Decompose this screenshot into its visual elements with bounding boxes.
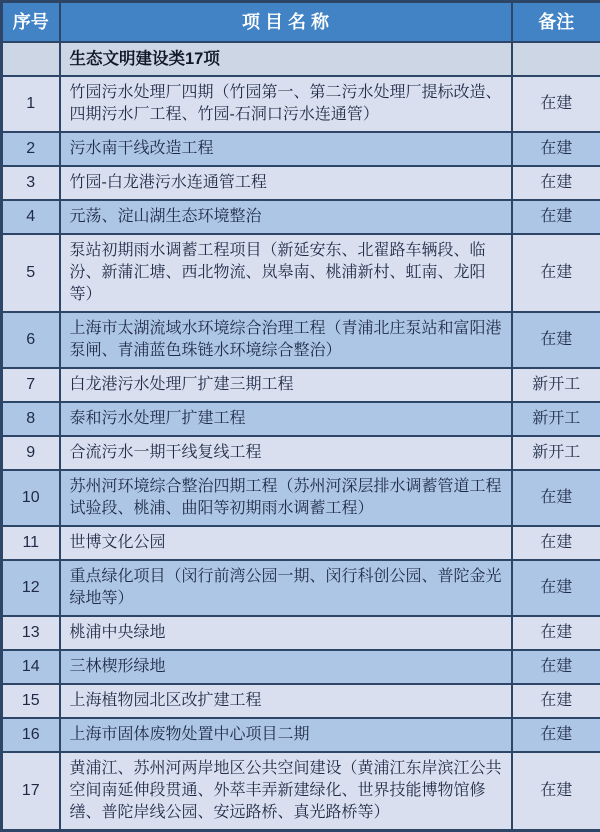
header-project-name: 项 目 名 称 [60,2,512,42]
status-remark: 新开工 [512,368,600,402]
project-name: 竹园污水处理厂四期（竹园第一、第二污水处理厂提标改造、四期污水厂工程、竹园-石洞口污水连通管） [60,76,512,132]
project-name: 三林楔形绿地 [60,650,512,684]
section-header-row [2,42,600,76]
status-remark: 在建 [512,616,600,650]
table-row [2,616,600,650]
table-body [2,42,600,831]
header-remark: 备注 [512,2,600,42]
table-row [2,718,600,752]
table-row [2,752,600,831]
row-number: 9 [2,436,60,470]
project-name: 竹园-白龙港污水连通管工程 [60,166,512,200]
status-remark: 在建 [512,234,600,312]
row-number: 13 [2,616,60,650]
row-number: 4 [2,200,60,234]
table-row [2,402,600,436]
row-number: 6 [2,312,60,368]
row-number: 2 [2,132,60,166]
status-remark: 在建 [512,200,600,234]
row-number: 12 [2,560,60,616]
table-row [2,368,600,402]
project-name: 上海植物园北区改扩建工程 [60,684,512,718]
project-name: 泰和污水处理厂扩建工程 [60,402,512,436]
project-name: 黄浦江、苏州河两岸地区公共空间建设（黄浦江东岸滨江公共空间南延伸段贯通、外萃丰弄新建绿化、世界技能博物馆修缮、普陀岸线公园、安远路桥、真光路桥等） [60,752,512,831]
row-number: 5 [2,234,60,312]
section-title: 生态文明建设类17项 [60,42,512,76]
status-remark: 在建 [512,526,600,560]
row-number: 11 [2,526,60,560]
status-remark: 在建 [512,752,600,831]
row-number: 3 [2,166,60,200]
status-remark: 在建 [512,718,600,752]
row-number: 8 [2,402,60,436]
project-name: 合流污水一期干线复线工程 [60,436,512,470]
status-remark: 新开工 [512,402,600,436]
status-remark: 在建 [512,132,600,166]
section-empty-no-cell [2,42,60,76]
table-row [2,200,600,234]
status-remark: 新开工 [512,436,600,470]
project-name: 苏州河环境综合整治四期工程（苏州河深层排水调蓄管道工程试验段、桃浦、曲阳等初期雨水调蓄工程） [60,470,512,526]
table-row [2,526,600,560]
project-name: 污水南干线改造工程 [60,132,512,166]
status-remark: 在建 [512,76,600,132]
table-row [2,166,600,200]
table-row [2,436,600,470]
table-row [2,312,600,368]
row-number: 16 [2,718,60,752]
project-name: 桃浦中央绿地 [60,616,512,650]
table-row [2,470,600,526]
status-remark: 在建 [512,650,600,684]
project-name: 世博文化公园 [60,526,512,560]
row-number: 7 [2,368,60,402]
project-name: 上海市太湖流域水环境综合治理工程（青浦北庄泵站和富阳港泵闸、青浦蓝色珠链水环境综合整治） [60,312,512,368]
row-number: 1 [2,76,60,132]
row-number: 17 [2,752,60,831]
project-name: 元荡、淀山湖生态环境整治 [60,200,512,234]
row-number: 14 [2,650,60,684]
table-header [2,2,600,42]
row-number: 15 [2,684,60,718]
project-name: 泵站初期雨水调蓄工程项目（新延安东、北翟路车辆段、临汾、新蒲汇塘、西北物流、岚皋南、桃浦新村、虹南、龙阳等） [60,234,512,312]
header-serial-number: 序号 [2,2,60,42]
project-name: 白龙港污水处理厂扩建三期工程 [60,368,512,402]
status-remark: 在建 [512,470,600,526]
table-row [2,132,600,166]
status-remark: 在建 [512,312,600,368]
table-row [2,684,600,718]
project-name: 上海市固体废物处置中心项目二期 [60,718,512,752]
status-remark: 在建 [512,166,600,200]
table-row [2,234,600,312]
section-empty-remark-cell [512,42,600,76]
table-row [2,650,600,684]
project-name: 重点绿化项目（闵行前湾公园一期、闵行科创公园、普陀金光绿地等） [60,560,512,616]
row-number: 10 [2,470,60,526]
table-row [2,560,600,616]
status-remark: 在建 [512,684,600,718]
status-remark: 在建 [512,560,600,616]
header-row [2,2,600,42]
table-row [2,76,600,132]
